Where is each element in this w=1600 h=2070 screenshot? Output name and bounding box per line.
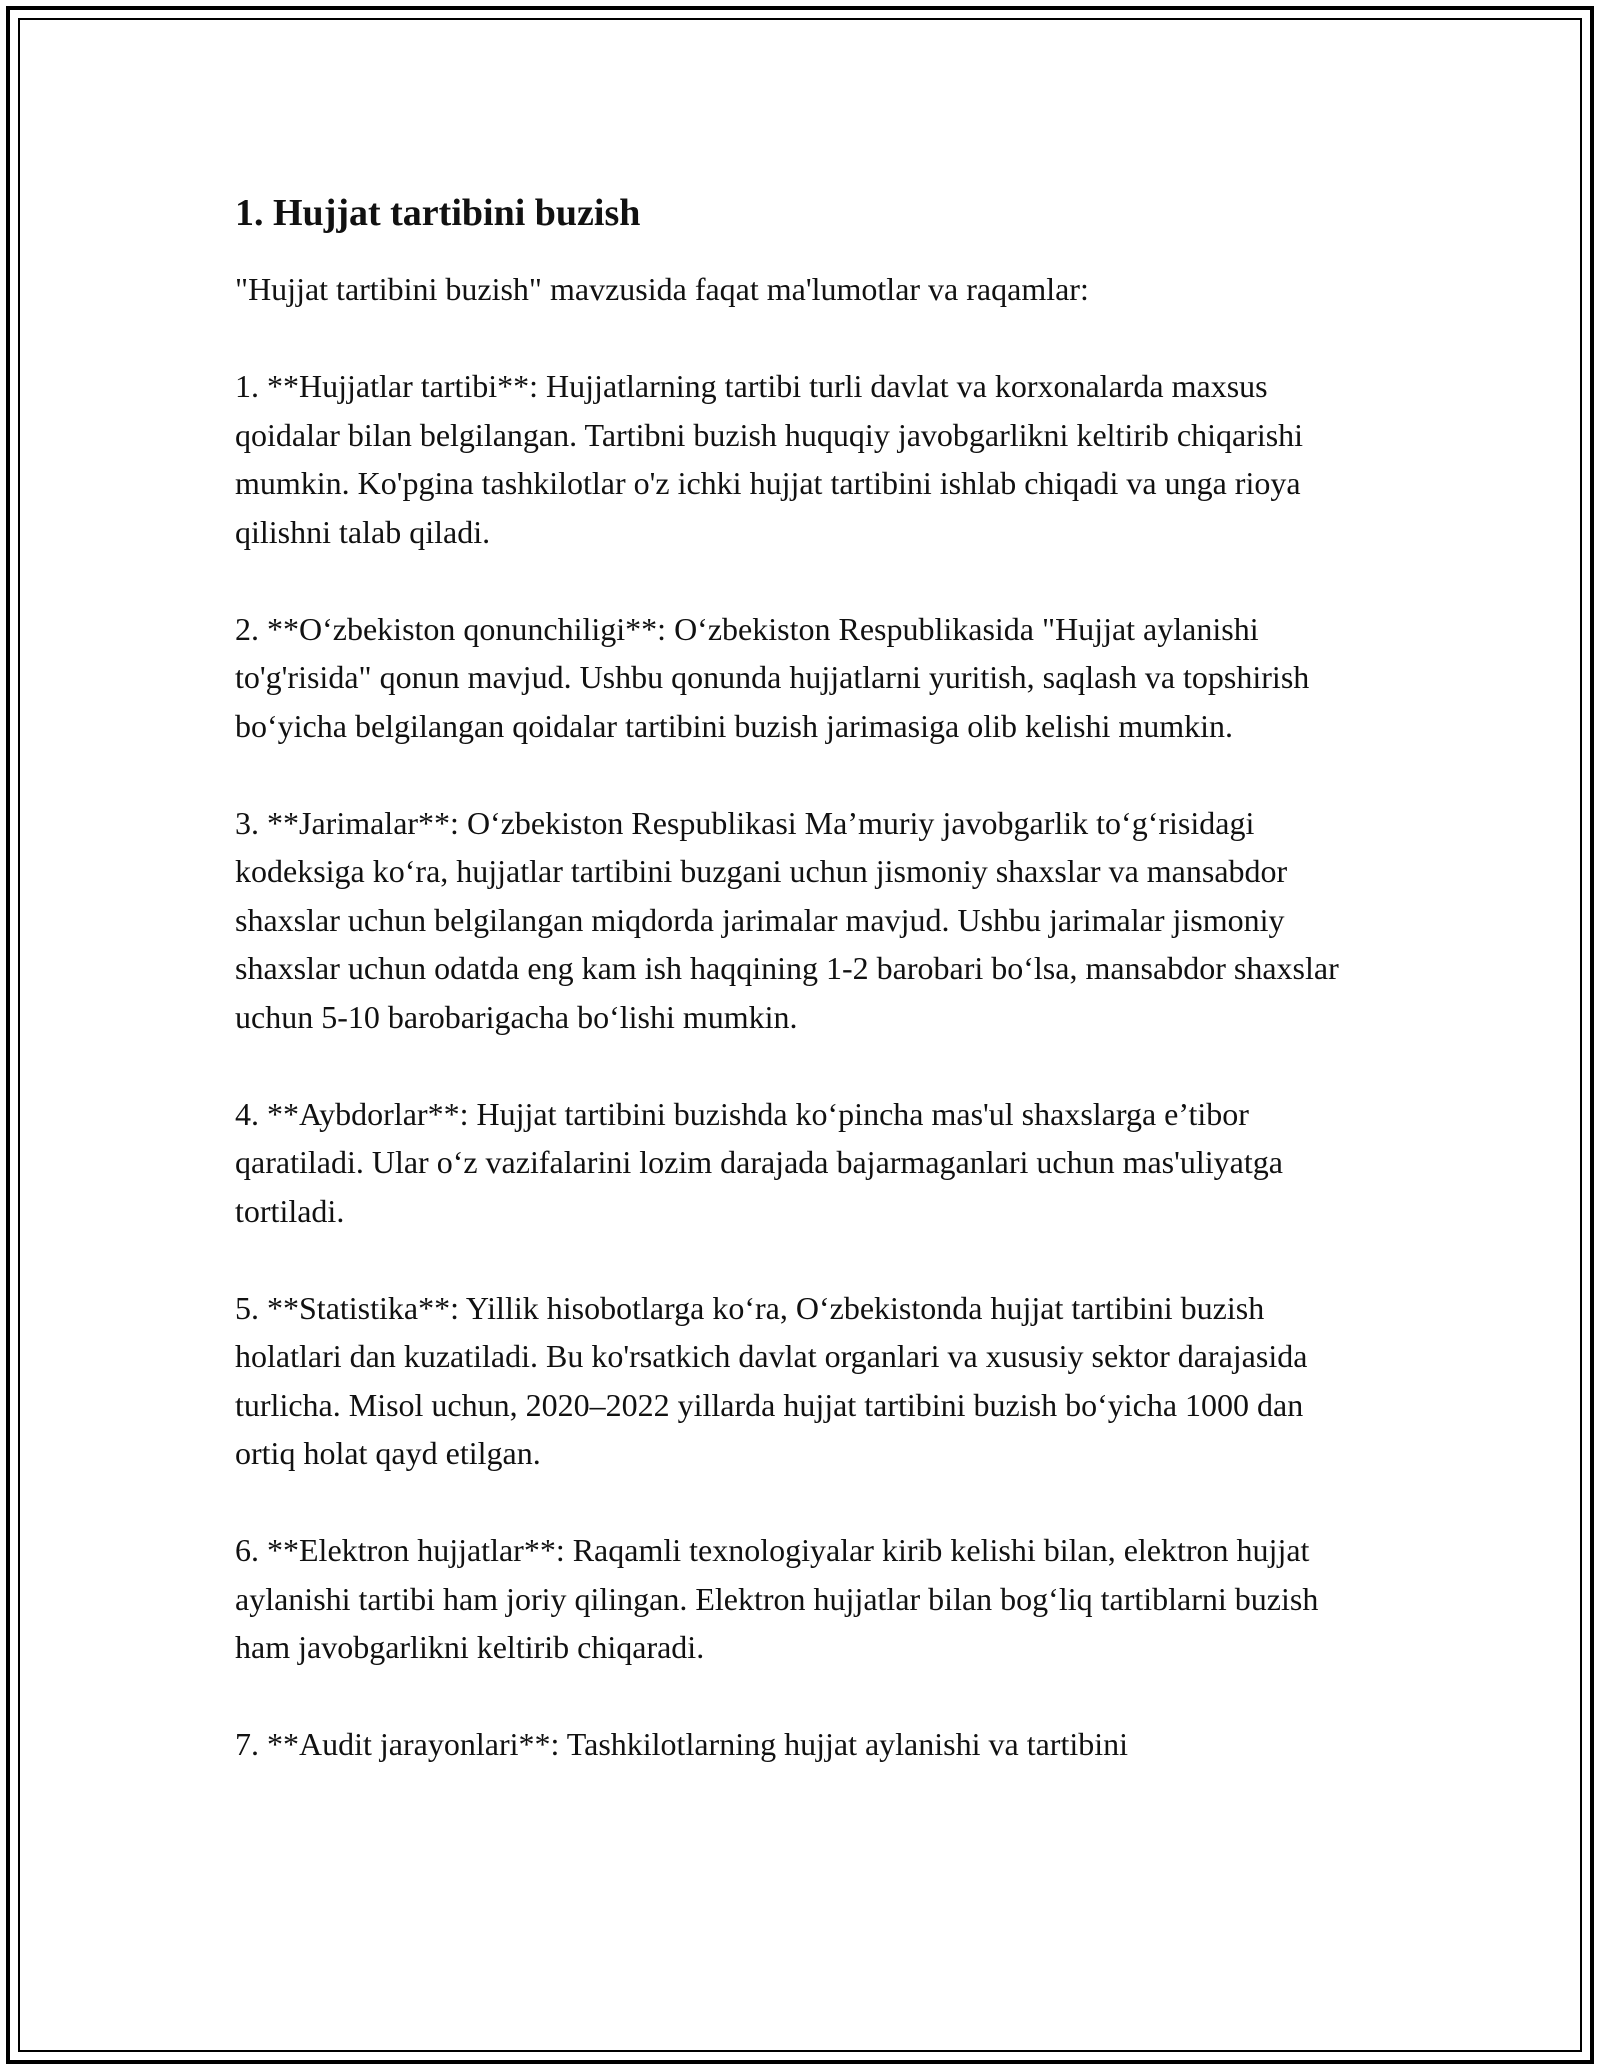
section-3-paragraph: 3. **Jarimalar**: O‘zbekiston Respublikasi Ma’muriy javobgarlik to‘g‘risidagi kodeksiga ko‘ra, hujjatlar tartibini buzgani uchun jismoniy shaxslar va mansabdor shaxslar uchun belgilangan miqdorda jarimalar mavjud. Ushbu jarimalar jismoniy shaxslar uchun odatda eng kam ish haqqining 1-2 barobari bo‘lsa, mansabdor shaxslar uchun 5-10 barobarigacha bo‘lishi mumkin.	[235, 804, 1339, 1035]
document-intro: "Hujjat tartibini buzish" mavzusida faqat ma'lumotlar va raqamlar:	[235, 271, 1089, 307]
document-title: 1. Hujjat tartibini buzish	[235, 192, 641, 234]
section-2-paragraph: 2. **O‘zbekiston qonunchiligi**: O‘zbekiston Respublikasida "Hujjat aylanishi to'g'risida" qonun mavjud. Ushbu qonunda hujjatlarni yuritish, saqlash va topshirish bo‘yicha belgilangan qoidalar tartibini buzish jarimasiga olib kelishi mumkin.	[235, 610, 1310, 744]
section-6-paragraph: 6. **Elektron hujjatlar**: Raqamli texnologiyalar kirib kelishi bilan, elektron hujjat aylanishi tartibi ham joriy qilingan. Elektron hujjatlar bilan bog‘liq tartiblarni buzish ham javobgarlikni keltirib chiqaradi.	[235, 1532, 1319, 1665]
section-7-paragraph: 7. **Audit jarayonlari**: Tashkilotlarning hujjat aylanishi va tartibini	[235, 1726, 1128, 1762]
document-page	[235, 185, 1365, 1769]
section-1-paragraph: 1. **Hujjatlar tartibi**: Hujjatlarning tartibi turli davlat va korxonalarda maxsus qoidalar bilan belgilangan. Tartibni buzish huquqiy javobgarlikni keltirib chiqarishi mumkin. Ko'pgina tashkilotlar o'z ichki hujjat tartibini ishlab chiqadi va unga rioya qilishni talab qiladi.	[235, 368, 1304, 550]
section-4-paragraph: 4. **Aybdorlar**: Hujjat tartibini buzishda ko‘pincha mas'ul shaxslarga e’tibor qaratiladi. Ular o‘z vazifalarini lozim darajada bajarmaganlari uchun mas'uliyatga tortiladi.	[235, 1095, 1283, 1229]
section-5-paragraph: 5. **Statistika**: Yillik hisobotlarga ko‘ra, O‘zbekistonda hujjat tartibini buzish holatlari dan kuzatiladi. Bu ko'rsatkich davlat organlari va xususiy sektor darajasida turlicha. Misol uchun, 2020–2022 yillarda hujjat tartibini buzish bo‘yicha 1000 dan ortiq holat qayd etilgan.	[235, 1289, 1308, 1471]
